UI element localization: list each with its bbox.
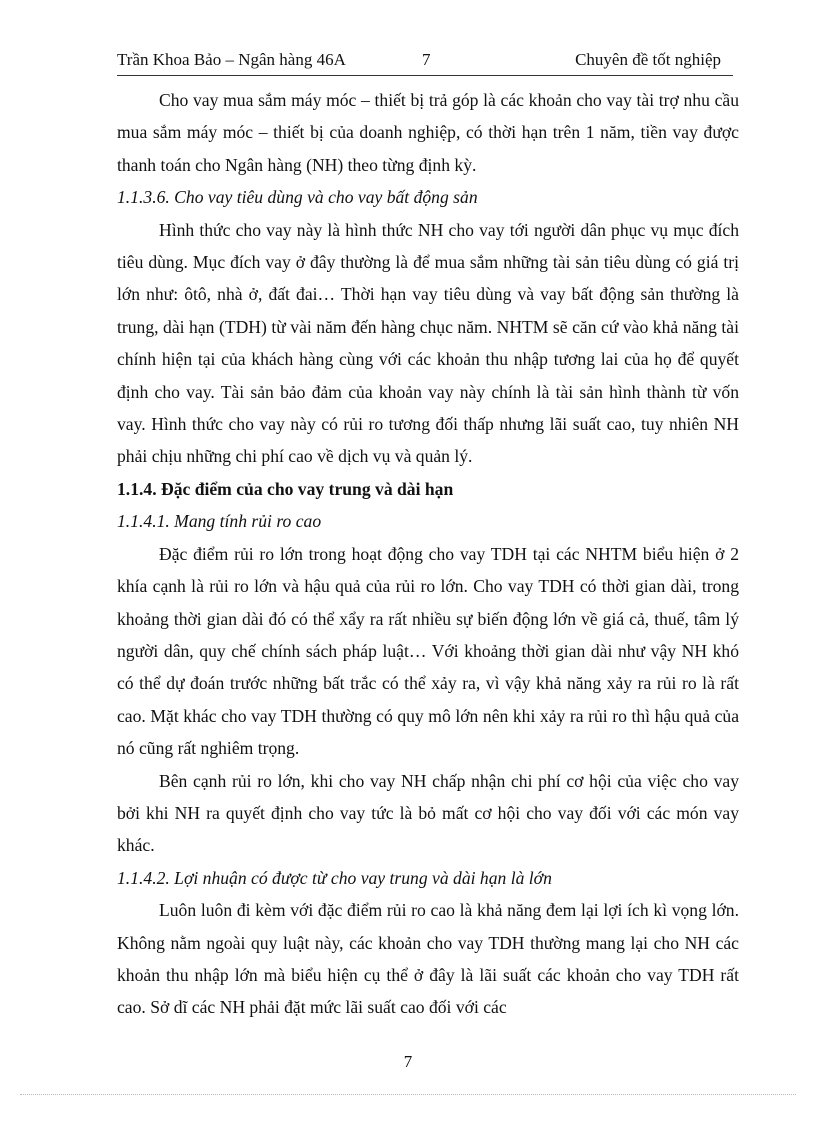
paragraph-high-profit: Luôn luôn đi kèm với đặc điểm rủi ro cao là khả năng đem lại lợi ích kì vọng lớn. Không nằm ngoài quy luật này, các khoản cho vay TDH thường mang lại cho NH các khoản thu nhập lớn mà biểu hiện cụ thể ở đây là lãi suất các khoản cho vay TDH rất cao. Sở dĩ các NH phải đặt mức lãi suất cao đối với các [117,900,739,1018]
heading-1-1-4: 1.1.4. Đặc điểm của cho vay trung và dài hạn [117,478,454,499]
paragraph-high-risk: Đặc điểm rủi ro lớn trong hoạt động cho vay TDH tại các NHTM biểu hiện ở 2 khía cạnh là rủi ro lớn và hậu quả của rủi ro lớn. Cho vay TDH có thời gian dài, trong khoảng thời gian dài đó có thể xẩy ra rất nhiều sự biến động lớn về giá cả, thuế, tâm lý người dân, quy chế chính sách pháp luật… Với khoảng thời gian dài như vậy NH khó có thể dự đoán trước những bất trắc có thể xảy ra, vì vậy khả năng xảy ra rủi ro là rất cao. Mặt khác cho vay TDH thường có quy mô lớn nên khi xảy ra rủi ro thì hậu quả của nó cũng rất nghiêm trọng. [117,543,739,759]
header-page-number: 7 [422,50,431,69]
header-author: Trần Khoa Bảo – Ngân hàng 46A [117,50,346,69]
paragraph-installment-loans: Cho vay mua sắm máy móc – thiết bị trả góp là các khoản cho vay tài trợ nhu cầu mua sắm máy móc – thiết bị của doanh nghiệp, có thời hạn trên 1 năm, tiền vay được thanh toán cho Ngân hàng (NH) theo từng định kỳ. [117,90,739,175]
paragraph-consumer-loans: Hình thức cho vay này là hình thức NH cho vay tới người dân phục vụ mục đích tiêu dùng. Mục đích vay ở đây thường là để mua sắm những tài sản tiêu dùng có giá trị lớn như: ôtô, nhà ở, đất đai… Thời hạn vay tiêu dùng và vay bất động sản thường là trung, dài hạn (TDH) từ vài năm đến hàng chục năm. NHTM sẽ căn cứ vào khả năng tài chính hiện tại của khách hàng cùng với các khoản thu nhập tương lai của họ để quyết định cho vay. Tài sản bảo đảm của khoản vay này chính là tài sản hình thành từ vốn vay. Hình thức cho vay này có rủi ro tương đối thấp nhưng lãi suất cao, tuy nhiên NH phải chịu những chi phí cao về dịch vụ và quản lý. [117,219,739,467]
page-break-line [20,1094,796,1095]
page-header [117,46,733,76]
header-title: Chuyên đề tốt nghiệp [575,50,721,69]
paragraph-opportunity-cost: Bên cạnh rủi ro lớn, khi cho vay NH chấp nhận chi phí cơ hội của việc cho vay bởi khi NH ra quyết định cho vay tức là bỏ mất cơ hội cho vay đối với các món vay khác. [117,770,739,856]
footer-page-number: 7 [403,1052,413,1071]
document-body [117,84,739,1024]
header-divider [117,75,733,76]
subheading-1-1-4-2: 1.1.4.2. Lợi nhuận có được từ cho vay trung và dài hạn là lớn [117,867,552,888]
subheading-1-1-3-6: 1.1.3.6. Cho vay tiêu dùng và cho vay bất động sản [117,187,478,208]
subheading-1-1-4-1: 1.1.4.1. Mang tính rủi ro cao [117,511,322,532]
